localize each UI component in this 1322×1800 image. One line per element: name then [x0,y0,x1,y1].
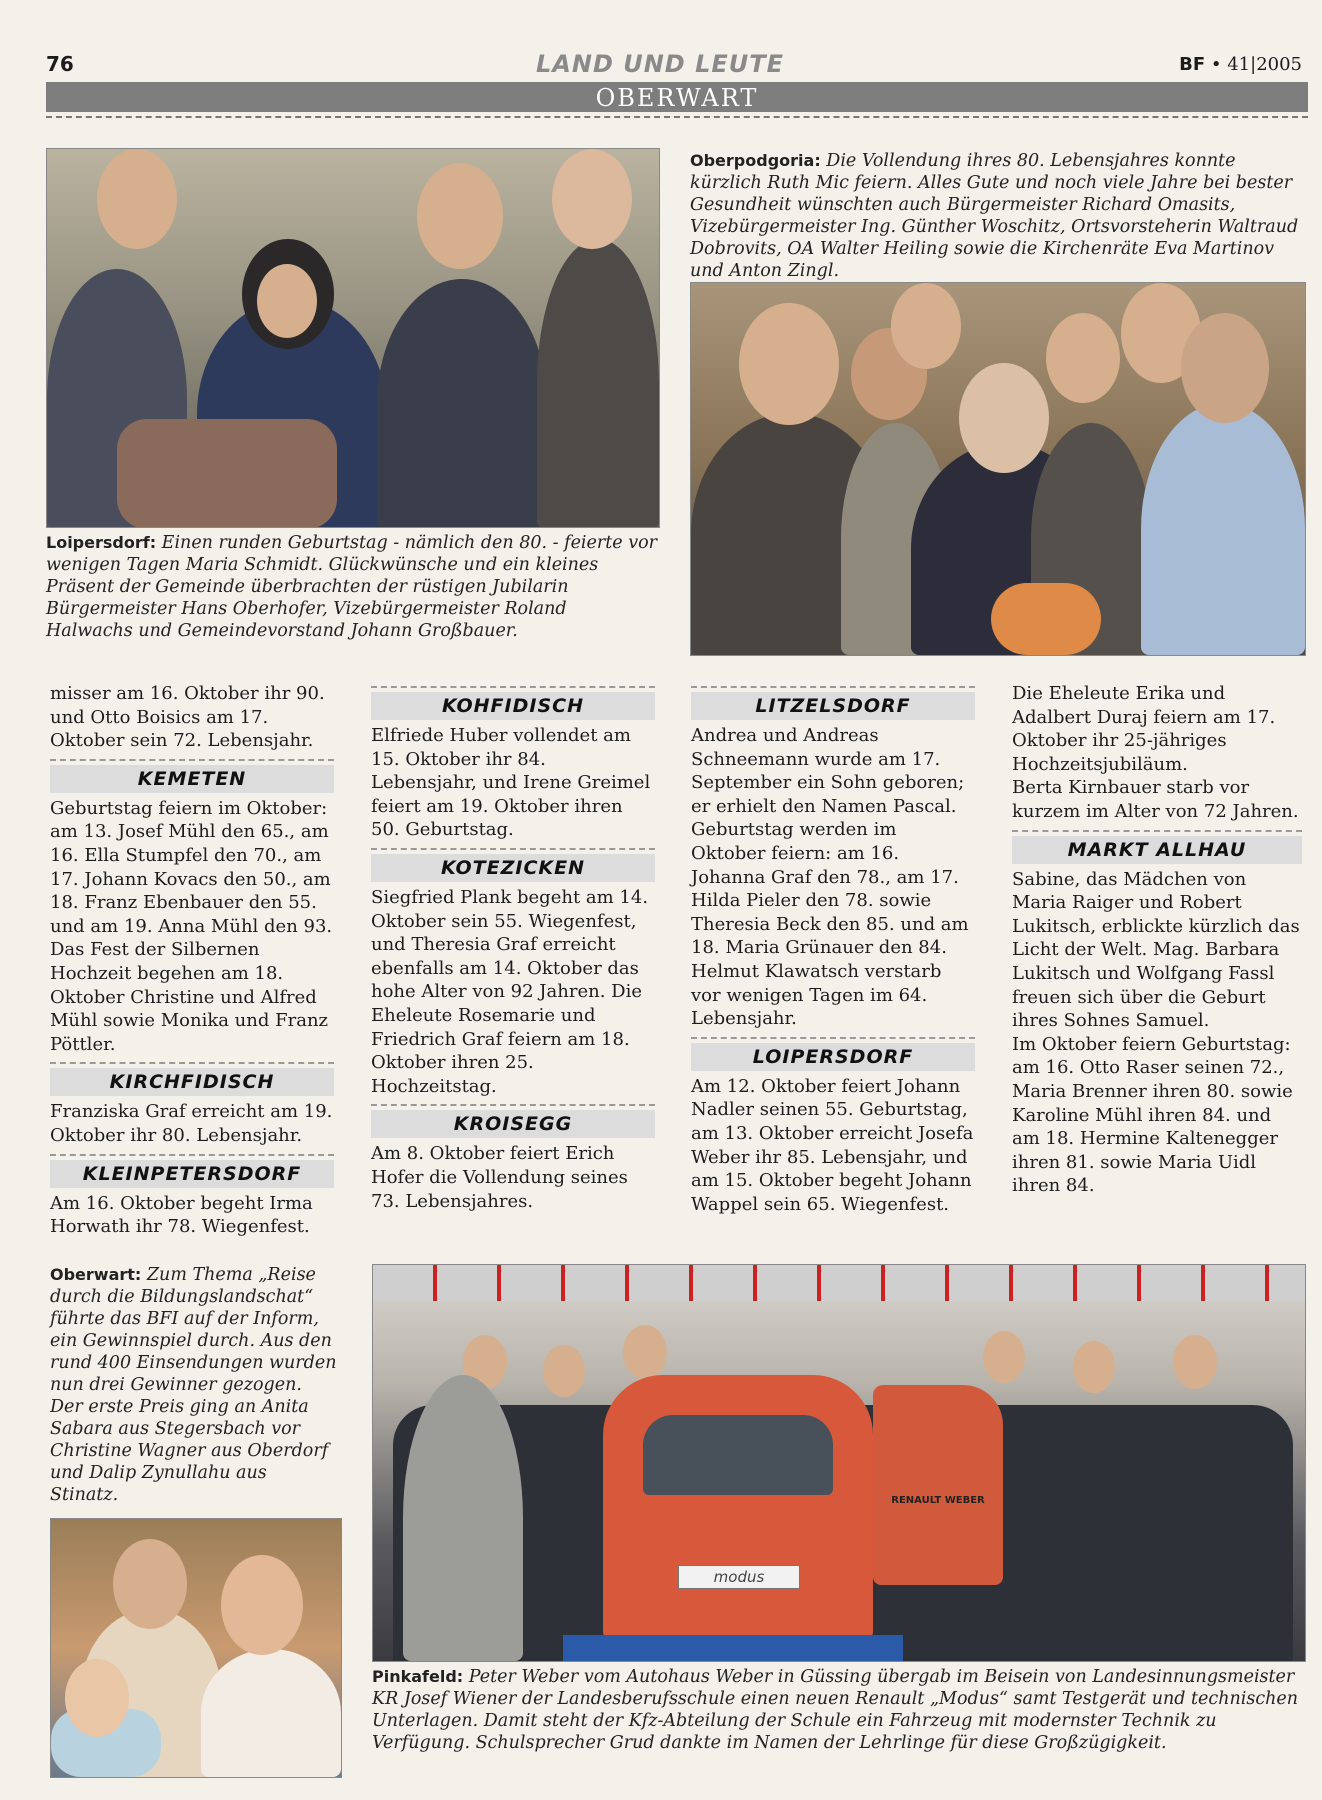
text-litzelsdorf-1: Andrea und Andreas Schneemann wurde am 17. September ein Sohn geboren; er erhielt den Namen Pascal. [691,725,965,817]
heading-kirchfidisch-label: KIRCHFIDISCH [50,1068,334,1096]
photo-oberpodgoria [690,282,1306,656]
car-plate: modus [678,1565,800,1589]
caption-pinkafeld-text: Peter Weber vom Autohaus Weber in Güssing übergab im Beisein von Landesinnungsmeister KR Josef Wiener der Landesberufsschule einen neuen Renault „Modus“ samt Testgerät und technischen Unterlagen. Damit steht der Kfz-Abteilung der Schule ein Fahrzeug mit modernster Technik zu Verfügung. Schulsprecher Grud dankte im Namen der Lehrlinge für diese Großzügigkeit. [372,1667,1299,1753]
heading-kotezicken-label: KOTEZICKEN [371,854,655,882]
heading-loipersdorf [691,1037,975,1071]
page-number: 76 [46,52,74,76]
text-loipersdorf: Am 12. Oktober feiert Johann Nadler seinen 55. Geburtstag, am 13. Oktober erreicht Josefa Weber ihr 85. Lebensjahr, und am 15. Oktober begeht Johann Wappel sein 65. Wiegenfest. [691,1075,974,1215]
heading-kotezicken [371,848,655,882]
column-2 [371,686,655,1213]
text-kemeten: Geburtstag feiern im Oktober: am 13. Josef Mühl den 65., am 16. Ella Stumpfel den 70., am 17. Johann Kovacs den 50., am 18. Franz Ebenbauer den 55. und am 19. Anna Mühl den 93. Das Fest der Silbernen Hochzeit begehen am 18. Oktober Christine und Alfred Mühl sowie Monika und Franz Pöttler. [50,797,333,1055]
heading-kroisegg [371,1104,655,1138]
text-kohfidisch: Elfriede Huber vollendet am 15. Oktober ihr 84. Lebensjahr, und Irene Greimel feiert am 19. Oktober ihren 50. Geburtstag. [371,725,651,841]
heading-litzelsdorf [691,686,975,720]
heading-kirchfidisch [50,1062,334,1096]
region-bar [46,82,1308,112]
heading-kroisegg-label: KROISEGG [371,1110,655,1138]
heading-kemeten [50,759,334,793]
issue-separator: • [1210,54,1222,75]
text-kroisegg: Am 8. Oktober feiert Erich Hofer die Vollendung seines 73. Lebensjahres. [371,1143,628,1212]
heading-marktallhau [1012,830,1302,864]
region-title: OBERWART [595,84,759,112]
photo-pinkafeld [372,1264,1306,1662]
heading-loipersdorf-label: LOIPERSDORF [691,1043,975,1071]
photo-oberwart [50,1518,342,1778]
column-3 [691,686,975,1216]
car-door-label: RENAULT WEBER [891,1495,985,1506]
heading-litzelsdorf-label: LITZELSDORF [691,692,975,720]
text-kleinpetersdorf: Am 16. Oktober begeht Irma Horwath ihr 78. Wiegenfest. [50,1192,313,1238]
text-column-4-intro-1: Die Eheleute Erika und Adalbert Duraj feiern am 17. Oktober ihr 25-jähriges Hochzeitsjubiläum. [1012,683,1276,775]
caption-loipersdorf-place: Loipersdorf: [46,533,157,552]
text-column-4-intro-2: Berta Kirnbauer starb vor kurzem im Alter von 72 Jahren. [1012,777,1299,822]
heading-kemeten-label: KEMETEN [50,765,334,793]
text-kotezicken: Siegfried Plank begeht am 14. Oktober sein 55. Wiegenfest, und Theresia Graf erreicht ebenfalls am 14. Oktober das hohe Alter von 92 Jahren. Die Eheleute Rosemarie und Friedrich Graf feiern am 18. Oktober ihren 25. Hochzeitstag. [371,886,649,1097]
text-marktallhau-1: Sabine, das Mädchen von Maria Raiger und Robert Lukitsch, erblickte kürzlich das Licht der Welt. Mag. Barbara Lukitsch und Wolfgang Fassl freuen sich über die Geburt ihres Sohnes Samuel. [1012,868,1300,1032]
heading-kleinpetersdorf [50,1154,334,1188]
section-title: LAND UND LEUTE [535,50,785,78]
caption-oberpodgoria-text: Die Vollendung ihres 80. Lebensjahres konnte kürzlich Ruth Mic feiern. Alles Gute und noch viele Jahre bei bester Gesundheit wünschten auch Bürgermeister Richard Omasits, Vizebürgermeister Ing. Günther Woschitz, Ortsvorsteherin Waltraud Dobrovits, OA Walter Heiling sowie die Kirchenräte Eva Martinov und Anton Zingl. [690,151,1299,281]
column-1-intro: misser am 16. Oktober ihr 90. und Otto Boisics am 17. Oktober sein 72. Lebensjahr. [50,683,325,752]
heading-kleinpetersdorf-label: KLEINPETERSDORF [50,1160,334,1188]
caption-loipersdorf [46,532,658,642]
text-kirchfidisch: Franziska Graf erreicht am 19. Oktober ihr 80. Lebensjahr. [50,1101,333,1146]
caption-oberpodgoria [690,150,1304,282]
column-1 [50,682,334,1239]
caption-oberwart-place: Oberwart: [50,1265,142,1284]
text-litzelsdorf-2: Geburtstag werden im Oktober feiern: am 16. Johanna Graf den 78., am 17. Hilda Pieler den 78. sowie Theresia Beck den 85. und am 18. Maria Grünauer den 84. [691,819,969,959]
caption-pinkafeld-place: Pinkafeld: [372,1667,464,1686]
caption-loipersdorf-text: Einen runden Geburtstag - nämlich den 80. - feierte vor wenigen Tagen Maria Schmidt. Glückwünsche und ein kleines Präsent der Gemeinde überbrachten der rüstigen Jubilarin Bürgermeister Hans Oberhofer, Vizebürgermeister Roland Halwachs und Gemeindevorstand Johann Großbauer. [46,533,657,641]
column-4 [1012,682,1302,1198]
issue-info [1179,54,1302,75]
caption-oberwart [50,1264,340,1506]
caption-oberwart-text: Zum Thema „Reise durch die Bildungslandschat“ führte das BFI auf der Inform, ein Gewinnspiel durch. Aus den rund 400 Einsendungen wurden nun drei Gewinner gezogen. Der erste Preis ging an Anita Sabara aus Stegersbach vor Christine Wagner aus Oberdorf und Dalip Zynullahu aus Stinatz. [50,1265,337,1505]
issue-brand: BF [1179,54,1206,75]
photo-loipersdorf [46,148,660,528]
header-rule [46,116,1308,118]
text-litzelsdorf-3: Helmut Klawatsch verstarb vor wenigen Tagen im 64. Lebensjahr. [691,960,942,1030]
caption-pinkafeld [372,1666,1302,1754]
caption-oberpodgoria-place: Oberpodgoria: [690,151,821,170]
heading-kohfidisch-label: KOHFIDISCH [371,692,655,720]
text-marktallhau-2: Im Oktober feiern Geburtstag: am 16. Otto Raser seinen 72., Maria Brenner ihren 80. sowie Karoline Mühl ihren 84. und am 18. Hermine Kaltenegger ihren 81. sowie Maria Uidl ihren 84. [1012,1033,1293,1197]
heading-marktallhau-label: MARKT ALLHAU [1012,836,1302,864]
issue-number: 41|2005 [1227,54,1302,75]
heading-kohfidisch [371,686,655,720]
